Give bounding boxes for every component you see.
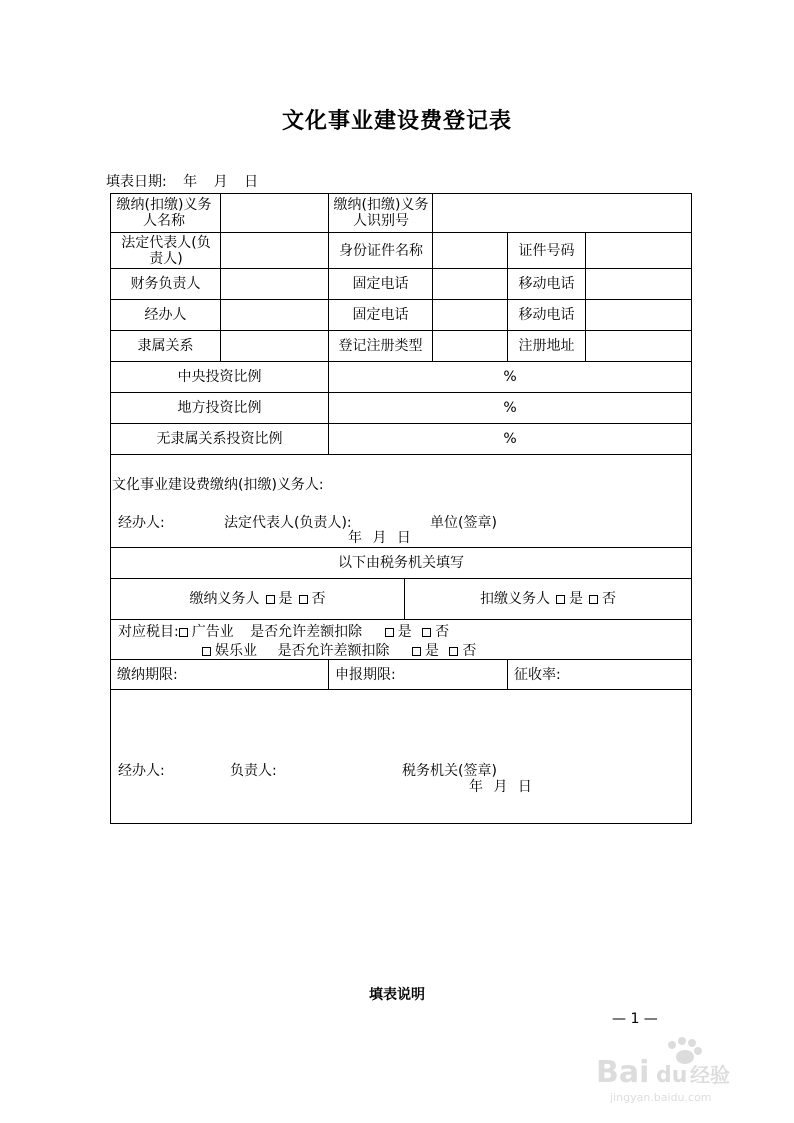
fill-date-month: 月 [213,174,228,190]
withholder-label: 扣缴义务人 [480,591,550,607]
svg-text:Bai: Bai [596,1055,650,1090]
affiliation-field[interactable] [221,331,328,361]
mobile-phone-field-1[interactable] [586,269,691,299]
declaration-heading: 文化事业建设费缴纳(扣缴)义务人: [112,477,324,493]
entertainment-label: 娱乐业 [215,643,257,659]
withholder-no-label: 否 [602,591,616,607]
page-number: — 1 — [612,1011,658,1027]
reg-type-field[interactable] [433,331,507,361]
central-ratio-label: 中央投资比例 [177,369,262,385]
tax-handler-label: 经办人: [118,763,165,779]
fill-date-year: 年 [183,174,198,190]
declaration-handler: 经办人: [118,515,165,531]
payer-choice [111,579,404,619]
affiliation-label: 隶属关系 [137,338,194,354]
entertainment-deduction-no: 否 [462,643,477,659]
local-ratio-field[interactable]: % [503,400,517,416]
no-affil-ratio-label: 无隶属关系投资比例 [156,431,283,447]
form-title: 文化事业建设费登记表 [281,109,512,134]
taxpayer-name-label: 缴纳(扣缴)义务人名称 [116,197,212,229]
entertainment-deduction-no-checkbox[interactable] [449,647,458,656]
fixed-phone-label-2: 固定电话 [352,307,409,323]
payer-label: 缴纳义务人 [189,591,260,607]
advertising-deduction-yes: 是 [397,624,412,640]
payment-period-label: 缴纳期限: [117,666,178,683]
fixed-phone-field-1[interactable] [433,269,507,299]
no-affil-ratio-field[interactable]: % [503,431,517,447]
reg-address-label: 注册地址 [518,338,575,354]
levy-rate-label: 征收率: [514,666,561,683]
declaration-legal-rep: 法定代表人(负责人): [224,515,352,531]
advertising-deduction-no-checkbox[interactable] [422,628,431,637]
fill-date-day: 日 [244,174,259,190]
mobile-phone-label-1: 移动电话 [518,276,575,292]
svg-text:jingyan.baidu.com: jingyan.baidu.com [610,1091,712,1104]
baidu-watermark-logo [590,1027,750,1107]
id-doc-name-label: 身份证件名称 [339,242,423,259]
advertising-label: 广告业 [191,624,234,640]
notes-title: 填表说明 [369,987,425,1003]
id-number-label: 证件号码 [518,242,575,259]
withholder-choice [405,579,691,619]
payer-no-label: 否 [311,591,326,607]
withholder-yes-label: 是 [569,591,583,607]
filing-period-label: 申报期限: [335,666,396,683]
entertainment-deduction-label: 是否允许差额扣除 [277,643,390,659]
tax-person-in-charge-label: 负责人: [230,763,277,779]
finance-head-field[interactable] [221,269,328,299]
tax-section-heading: 以下由税务机关填写 [338,555,464,571]
mobile-phone-label-2: 移动电话 [518,307,575,323]
advertising-deduction-yes-checkbox[interactable] [385,628,394,637]
payer-yes-checkbox[interactable] [266,595,275,604]
fill-date-line [106,171,270,191]
applicable-item-label: 对应税目: [118,624,179,640]
central-ratio-field[interactable]: % [503,369,517,385]
reg-address-field[interactable] [586,331,691,361]
legal-rep-field[interactable] [221,233,328,268]
declaration-unit-seal: 单位(签章) [430,515,497,531]
entertainment-deduction-yes: 是 [424,643,439,659]
id-doc-name-field[interactable] [433,233,507,268]
svg-text:经验: 经验 [690,1063,730,1087]
tax-authority-seal-label: 税务机关(签章) [402,763,497,779]
reg-type-label: 登记注册类型 [338,338,423,354]
taxpayer-id-label: 缴纳(扣缴)义务人识别号 [333,197,429,229]
handler-label: 经办人 [144,307,187,323]
svg-text:du: du [656,1063,688,1088]
advertising-checkbox[interactable] [179,628,188,637]
finance-head-label: 财务负责人 [130,276,201,292]
advertising-deduction-no: 否 [435,624,450,640]
declaration-date: 年 月 日 [348,530,411,546]
handler-field[interactable] [221,300,328,330]
applicable-item-line-2 [196,640,476,660]
payer-yes-label: 是 [278,591,293,607]
entertainment-checkbox[interactable] [202,647,211,656]
payer-no-checkbox[interactable] [299,595,308,604]
withholder-no-checkbox[interactable] [589,595,598,604]
applicable-item-line-1 [118,621,449,641]
fixed-phone-label-1: 固定电话 [352,276,409,292]
fixed-phone-field-2[interactable] [433,300,507,330]
tax-authority-date: 年 月 日 [469,779,532,795]
taxpayer-id-field[interactable] [433,194,691,232]
taxpayer-name-field[interactable] [221,194,328,232]
entertainment-deduction-yes-checkbox[interactable] [412,647,421,656]
legal-rep-label: 法定代表人(负责人) [121,234,211,267]
advertising-deduction-label: 是否允许差额扣除 [250,624,363,640]
local-ratio-label: 地方投资比例 [177,400,262,416]
fill-date-label: 填表日期: [106,174,167,190]
id-number-field[interactable] [586,233,691,268]
mobile-phone-field-2[interactable] [586,300,691,330]
withholder-yes-checkbox[interactable] [556,595,565,604]
